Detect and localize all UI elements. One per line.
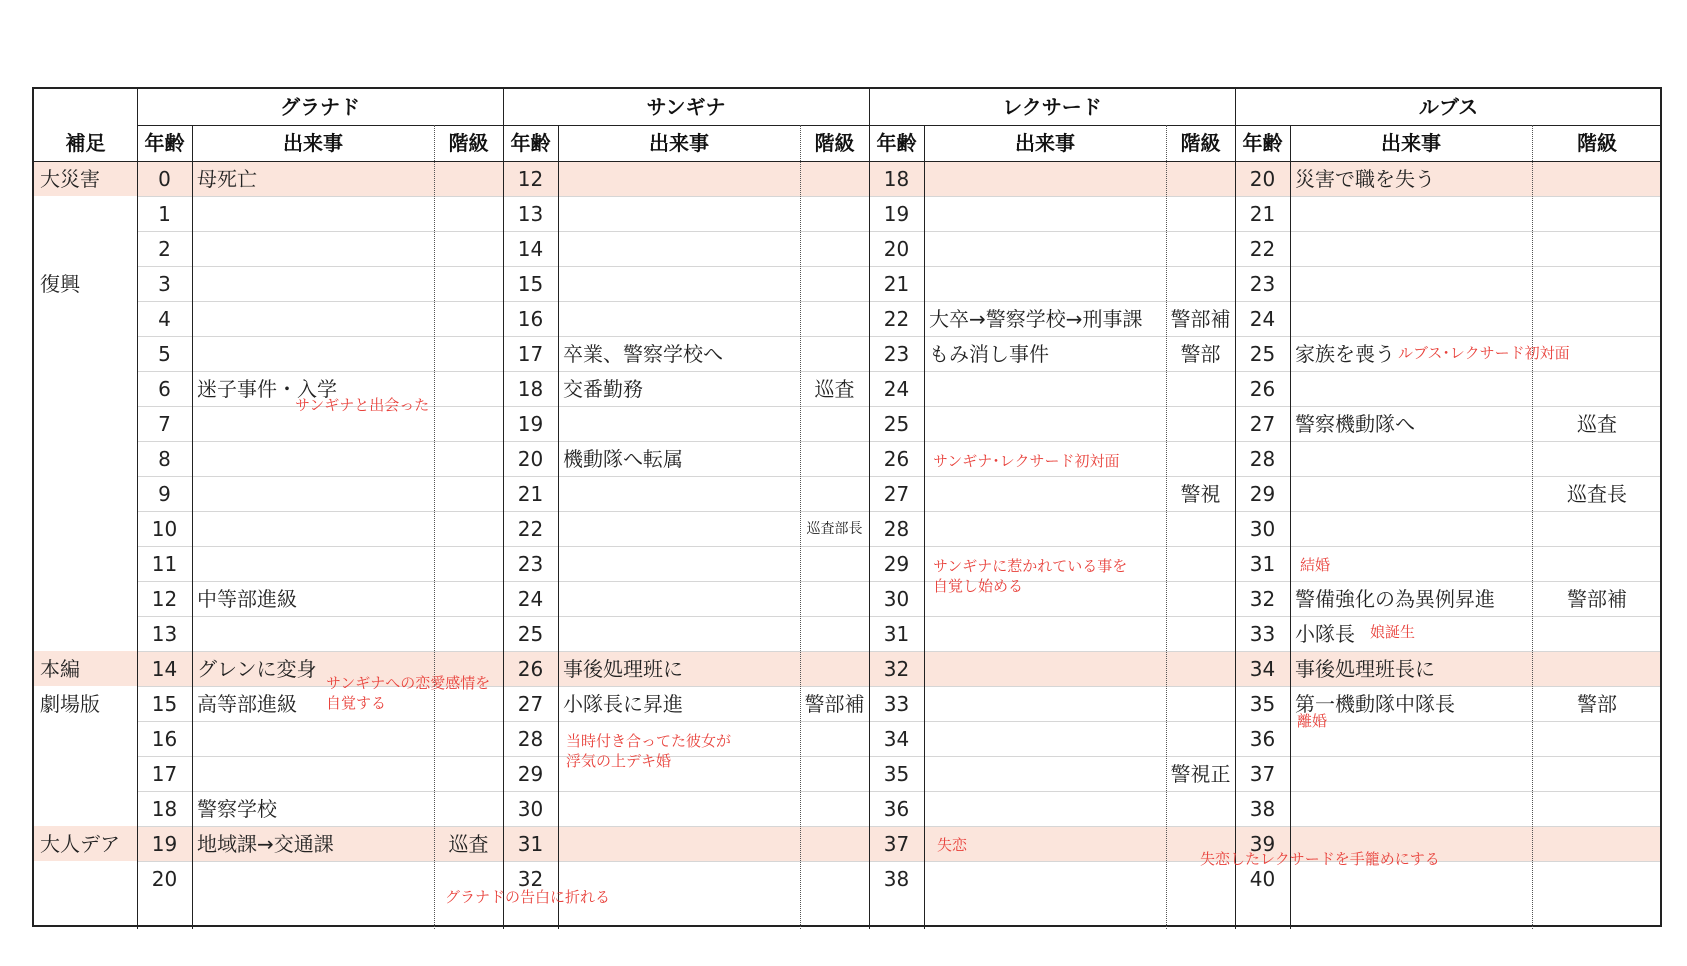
event-cell: もみ消し事件 — [929, 342, 1049, 366]
event-cell: グレンに変身 — [197, 657, 317, 681]
event-cell: 小隊長に昇進 — [563, 692, 683, 716]
event-cell: 高等部進級 — [197, 692, 297, 716]
age-cell: 17 — [517, 342, 544, 366]
divider — [558, 125, 559, 929]
character-header: グラナド — [280, 95, 360, 119]
age-cell: 21 — [1249, 202, 1276, 226]
age-cell: 2 — [158, 237, 171, 261]
age-header: 年齢 — [1242, 131, 1283, 155]
timeline-table — [32, 87, 1662, 927]
supplement-header: 補足 — [65, 131, 106, 155]
note-line: サンギナへの恋愛感情を — [326, 674, 491, 692]
age-cell: 13 — [517, 202, 544, 226]
age-cell: 28 — [517, 727, 544, 751]
event-cell: 警備強化の為異例昇進 — [1295, 587, 1495, 611]
age-cell: 37 — [883, 832, 910, 856]
age-cell: 36 — [883, 797, 910, 821]
age-cell: 20 — [517, 447, 544, 471]
age-cell: 28 — [883, 517, 910, 541]
age-cell: 5 — [158, 342, 171, 366]
age-header: 年齢 — [876, 131, 917, 155]
rank-header: 階級 — [1180, 131, 1221, 155]
age-cell: 32 — [1249, 587, 1276, 611]
note-divorce: 離婚 — [1297, 712, 1328, 730]
age-cell: 32 — [883, 657, 910, 681]
event-cell: 中等部進級 — [197, 587, 297, 611]
character-header: サンギナ — [646, 95, 726, 119]
supplement-cell: 大災害 — [40, 167, 100, 191]
age-cell: 28 — [1249, 447, 1276, 471]
age-cell: 8 — [158, 447, 171, 471]
note-girlfriend — [566, 731, 731, 771]
age-cell: 26 — [883, 447, 910, 471]
age-cell: 18 — [517, 377, 544, 401]
event-cell: 家族を喪う — [1295, 342, 1395, 366]
note-daughter: 娘誕生 — [1370, 623, 1416, 641]
age-cell: 23 — [517, 552, 544, 576]
rank-cell: 巡査長 — [1567, 482, 1627, 506]
supplement-cell: 劇場版 — [40, 692, 100, 716]
event-cell: 迷子事件・入学 — [197, 377, 337, 401]
rank-header: 階級 — [814, 131, 855, 155]
note-confession: グラナドの告白に折れる — [445, 888, 611, 906]
event-cell: 警察学校 — [197, 797, 277, 821]
age-cell: 20 — [151, 867, 178, 891]
event-cell: 警察機動隊へ — [1295, 412, 1415, 436]
age-cell: 35 — [1249, 692, 1276, 716]
note-line: 自覚する — [326, 694, 387, 712]
age-cell: 16 — [151, 727, 178, 751]
supplement-cell: 大人デア — [40, 832, 120, 856]
event-cell: 小隊長 — [1295, 622, 1355, 646]
age-cell: 29 — [517, 762, 544, 786]
note-line: 浮気の上デキ婚 — [566, 752, 672, 770]
age-cell: 21 — [883, 272, 910, 296]
age-cell: 24 — [883, 377, 910, 401]
divider — [1532, 125, 1533, 929]
age-cell: 22 — [517, 517, 544, 541]
event-cell: 事後処理班長に — [1295, 657, 1435, 681]
age-cell: 34 — [883, 727, 910, 751]
rank-cell: 巡査 — [814, 377, 855, 401]
event-header: 出来事 — [649, 131, 709, 155]
event-header: 出来事 — [1381, 131, 1441, 155]
age-cell: 17 — [151, 762, 178, 786]
event-cell: 第一機動隊中隊長 — [1295, 692, 1455, 716]
age-cell: 12 — [517, 167, 544, 191]
rank-cell: 警部補 — [1567, 587, 1627, 611]
age-cell: 22 — [883, 307, 910, 331]
divider — [434, 125, 435, 929]
event-cell: 災害で職を失う — [1295, 167, 1435, 191]
note-seduce: 失恋したレクサードを手籠めにする — [1200, 850, 1440, 868]
divider — [1166, 125, 1167, 929]
rank-cell: 警部 — [1180, 342, 1221, 366]
age-cell: 30 — [517, 797, 544, 821]
note-line: サンギナに惹かれている事を — [933, 557, 1128, 575]
note-met-sangina: サンギナと出会った — [295, 396, 430, 414]
age-cell: 30 — [883, 587, 910, 611]
age-cell: 27 — [517, 692, 544, 716]
age-cell: 16 — [517, 307, 544, 331]
event-cell: 事後処理班に — [563, 657, 683, 681]
age-cell: 10 — [151, 517, 178, 541]
age-cell: 31 — [517, 832, 544, 856]
divider — [1290, 125, 1291, 929]
age-cell: 25 — [517, 622, 544, 646]
age-cell: 24 — [517, 587, 544, 611]
age-cell: 23 — [1249, 272, 1276, 296]
note-love-awareness — [326, 673, 490, 713]
age-cell: 35 — [883, 762, 910, 786]
age-cell: 14 — [151, 657, 178, 681]
event-cell: 母死亡 — [197, 167, 257, 191]
rank-cell: 警部補 — [1170, 307, 1231, 331]
age-cell: 15 — [151, 692, 178, 716]
age-cell: 32 — [517, 867, 544, 891]
age-cell: 33 — [1249, 622, 1276, 646]
rank-cell: 警部 — [1577, 692, 1617, 716]
age-cell: 23 — [883, 342, 910, 366]
rank-cell: 巡査 — [448, 832, 489, 856]
age-cell: 20 — [883, 237, 910, 261]
age-cell: 1 — [158, 202, 171, 226]
event-header: 出来事 — [283, 131, 343, 155]
age-cell: 27 — [1249, 412, 1276, 436]
character-header: レクサード — [1002, 95, 1102, 119]
age-cell: 40 — [1249, 867, 1276, 891]
rank-cell: 巡査 — [1577, 412, 1617, 436]
rank-cell: 警視 — [1180, 482, 1221, 506]
age-cell: 13 — [151, 622, 178, 646]
note-first-meeting-rl: ルブス･レクサード初対面 — [1398, 344, 1570, 362]
age-cell: 30 — [1249, 517, 1276, 541]
rank-header: 階級 — [448, 131, 489, 155]
character-header: ルブス — [1418, 95, 1479, 119]
age-cell: 0 — [158, 167, 171, 191]
age-cell: 37 — [1249, 762, 1276, 786]
note-line: 自覚し始める — [933, 577, 1024, 595]
age-cell: 18 — [883, 167, 910, 191]
age-cell: 29 — [883, 552, 910, 576]
age-cell: 26 — [517, 657, 544, 681]
age-cell: 18 — [151, 797, 178, 821]
event-cell: 機動隊へ転属 — [563, 447, 683, 471]
rank-cell: 警部補 — [804, 692, 865, 716]
age-cell: 7 — [158, 412, 171, 436]
age-cell: 21 — [517, 482, 544, 506]
age-cell: 31 — [1249, 552, 1276, 576]
age-cell: 39 — [1249, 832, 1276, 856]
note-attracted — [933, 556, 1127, 596]
age-cell: 27 — [883, 482, 910, 506]
divider — [192, 125, 193, 929]
age-cell: 33 — [883, 692, 910, 716]
age-cell: 11 — [151, 552, 178, 576]
age-cell: 38 — [1249, 797, 1276, 821]
age-cell: 14 — [517, 237, 544, 261]
age-cell: 19 — [517, 412, 544, 436]
age-cell: 31 — [883, 622, 910, 646]
age-cell: 24 — [1249, 307, 1276, 331]
age-cell: 29 — [1249, 482, 1276, 506]
event-cell: 地域課→交通課 — [197, 832, 334, 856]
age-cell: 22 — [1249, 237, 1276, 261]
note-marriage: 結婚 — [1300, 556, 1331, 574]
age-cell: 20 — [1249, 167, 1276, 191]
event-cell: 大卒→警察学校→刑事課 — [929, 307, 1143, 331]
note-line: 当時付き合ってた彼女が — [566, 732, 732, 750]
age-cell: 9 — [158, 482, 171, 506]
age-cell: 25 — [883, 412, 910, 436]
age-cell: 19 — [883, 202, 910, 226]
age-cell: 15 — [517, 272, 544, 296]
age-cell: 38 — [883, 867, 910, 891]
age-cell: 12 — [151, 587, 178, 611]
event-header: 出来事 — [1015, 131, 1075, 155]
age-header: 年齢 — [510, 131, 551, 155]
note-heartbreak: 失恋 — [937, 836, 968, 854]
event-cell: 交番勤務 — [563, 377, 643, 401]
supplement-cell: 復興 — [40, 272, 80, 296]
supplement-cell: 本編 — [40, 657, 80, 681]
age-cell: 36 — [1249, 727, 1276, 751]
rank-cell: 巡査部長 — [806, 521, 863, 537]
age-cell: 25 — [1249, 342, 1276, 366]
age-header: 年齢 — [144, 131, 185, 155]
rank-cell: 警視正 — [1170, 762, 1231, 786]
note-first-meeting-sl: サンギナ･レクサード初対面 — [933, 452, 1120, 470]
age-cell: 34 — [1249, 657, 1276, 681]
age-cell: 26 — [1249, 377, 1276, 401]
divider — [924, 125, 925, 929]
age-cell: 4 — [158, 307, 171, 331]
event-cell: 卒業、警察学校へ — [563, 342, 723, 366]
rank-header: 階級 — [1577, 131, 1617, 155]
age-cell: 3 — [158, 272, 171, 296]
age-cell: 6 — [158, 377, 171, 401]
age-cell: 19 — [151, 832, 178, 856]
